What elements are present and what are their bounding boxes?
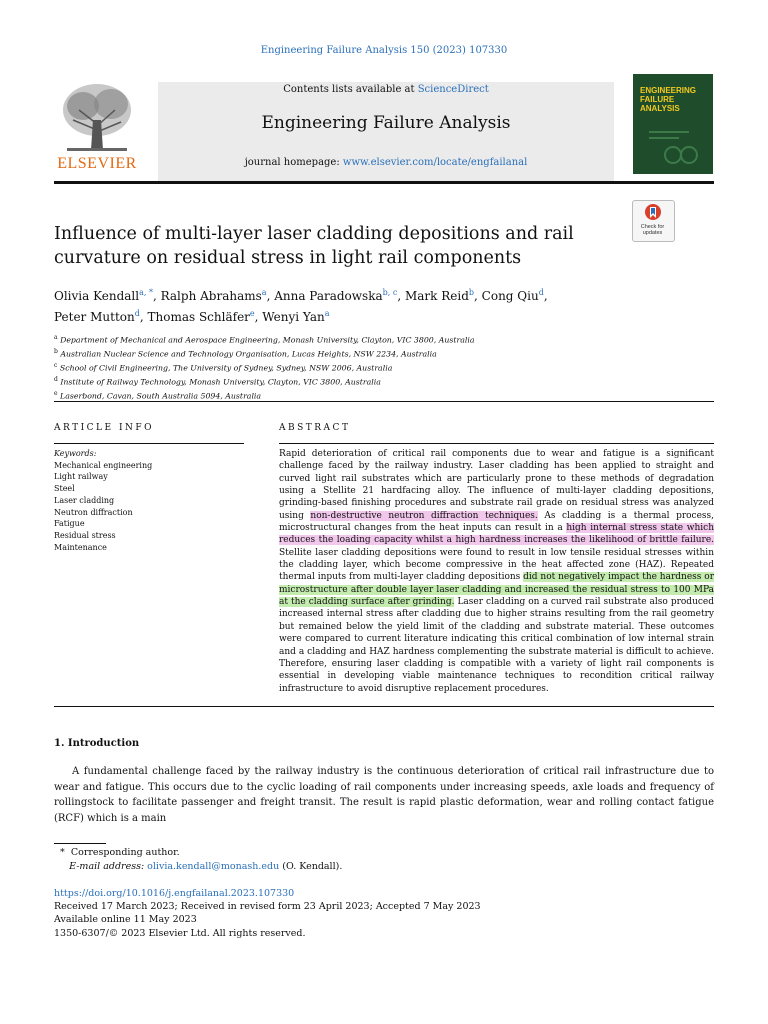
cover-title-line: ANALYSIS xyxy=(640,104,680,113)
cover-title xyxy=(640,86,706,113)
affil-mark: a xyxy=(54,334,58,341)
author-line xyxy=(54,284,654,305)
author-sep: , xyxy=(266,289,275,303)
received-dates: Received 17 March 2023; Received in revised form 23 April 2023; Accepted 7 May 2023 xyxy=(54,901,481,913)
affil-text: School of Civil Engineering, The University of Sydney, Sydney, NSW 2006, Australia xyxy=(59,363,393,373)
keywords-label: Keywords: xyxy=(54,449,97,458)
introduction-paragraph: A fundamental challenge faced by the railway industry is the continuous deterioration of critical rail infrastructure due to wear and fatigue. This occurs due to the cyclic loading of rail components under increasing speeds, axle loads and frequency of rollingstock to facilitate passenger and freight transit. The result is rapid plastic deformation, wear and rolling contact fatigue (RCF) which is a main xyxy=(54,766,714,824)
keyword-item: Neutron diffraction xyxy=(54,507,133,517)
affil-mark: e xyxy=(54,389,58,397)
affil-mark: c xyxy=(54,361,58,369)
author-name[interactable]: Thomas Schläfer xyxy=(147,310,250,324)
author-sep: , xyxy=(543,289,548,303)
cover-title-line: FAILURE xyxy=(640,95,675,104)
abstract-heading: ABSTRACT xyxy=(279,423,351,433)
keyword-item: Maintenance xyxy=(54,542,107,552)
author-name[interactable]: Anna Paradowska xyxy=(274,289,383,303)
abstract-rule xyxy=(279,443,714,444)
author-name[interactable]: Ralph Abrahams xyxy=(160,289,262,303)
journal-title: Engineering Failure Analysis xyxy=(261,113,511,133)
check-label-line: Check for xyxy=(640,224,665,230)
contents-prefix: Contents lists available at xyxy=(283,84,418,95)
email-link[interactable]: olivia.kendall@monash.edu xyxy=(147,860,280,872)
author-sep: , xyxy=(139,310,148,324)
article-info-rule xyxy=(54,443,244,444)
keyword-item: Mechanical engineering xyxy=(54,460,153,470)
abstract-segment: As cladding is a thermal process, microstructural changes from the heat inputs can result in a xyxy=(279,510,715,534)
author-sep: , xyxy=(397,289,405,303)
highlight-pink[interactable]: non-destructive neutron diffraction techniques. xyxy=(310,510,538,521)
author-list xyxy=(54,284,654,326)
doi-link[interactable]: https://doi.org/10.1016/j.engfailanal.2023.107330 xyxy=(54,888,295,899)
cover-title-line: ENGINEERING xyxy=(640,86,697,95)
check-label-line: updates xyxy=(642,230,663,236)
section-rule xyxy=(54,706,714,707)
author-affil-mark[interactable]: a xyxy=(324,309,330,318)
author-line xyxy=(54,305,654,326)
affil-mark: d xyxy=(54,375,58,383)
header-rule xyxy=(54,181,714,184)
keyword-item: Steel xyxy=(54,484,75,494)
author-name[interactable]: Mark Reid xyxy=(404,289,469,303)
highlight-pink[interactable]: high internal stress state which reduces the loading capacity whilst a high hardness increases the likelihood of brittle failure. xyxy=(279,523,714,546)
article-info-heading: ARTICLE INFO xyxy=(54,423,155,433)
check-for-updates-label xyxy=(632,224,673,236)
author-name[interactable]: Peter Mutton xyxy=(54,310,135,324)
bookmark-ribbon-icon xyxy=(643,203,663,223)
abstract-segment: Laser cladding on a curved rail substrate also produced increased internal stress after cladding due to higher strains resulting from the rail geometry but remained below the yield limit of the cladding and substrate material. These outcomes were compared to current literature indicating this critical combination of low internal strain and a cladding and HAZ hardness complementing the substrate material is difficult to achieve. Therefore, ensuring laser cladding is compatible with a variety of light rail components is essential in developing viable maintenance techniques to recondition critical railway infrastructure to avoid disruptive replacement procedures. xyxy=(279,597,714,694)
title-line: curvature on residual stress in light rail components xyxy=(54,248,522,268)
affiliation-item xyxy=(54,388,694,402)
contents-line xyxy=(158,84,614,95)
keyword-list xyxy=(54,448,244,553)
affil-text: Institute of Railway Technology, Monash University, Clayton, VIC 3800, Australia xyxy=(60,377,381,387)
author-affil-mark[interactable]: d xyxy=(134,309,140,318)
affil-text: Department of Mechanical and Aerospace Engineering, Monash University, Clayton, VIC 3800, Australia xyxy=(60,335,475,345)
homepage-prefix: journal homepage: xyxy=(244,157,343,168)
paper-title xyxy=(54,222,594,270)
author-name[interactable]: Wenyi Yan xyxy=(262,310,325,324)
journal-homepage xyxy=(158,157,614,168)
corresponding-note xyxy=(54,846,714,860)
email-note xyxy=(54,860,714,874)
introduction-text xyxy=(54,764,714,826)
author-affil-mark[interactable]: d xyxy=(538,288,544,297)
corresponding-text: Corresponding author. xyxy=(70,847,180,858)
footnote-mark: * xyxy=(60,847,65,858)
affil-text: Laserbond, Cavan, South Australia 5094, Australia xyxy=(60,391,262,401)
highlight-green[interactable]: did not negatively impact the hardness or microstructure after double layer laser cladding and increased the residual stress to 100 MPa at the cladding surface after grinding. xyxy=(279,572,714,608)
author-sep: , xyxy=(474,289,482,303)
cover-graphic-icon xyxy=(645,125,705,167)
author-affil-mark[interactable]: a, * xyxy=(139,288,153,297)
abstract-segment: Stellite laser cladding depositions were found to result in low tensile residual stresses within the cladding layer, which become compressive in the heat affected zone (HAZ). Repeated thermal inputs from multi-layer cladding depositions xyxy=(279,547,714,583)
homepage-link[interactable]: www.elsevier.com/locate/engfailanal xyxy=(342,157,528,168)
elsevier-wordmark: ELSEVIER xyxy=(57,155,137,172)
author-sep: , xyxy=(254,310,263,324)
article-meta xyxy=(54,887,714,940)
footnotes xyxy=(54,846,714,873)
keyword-item: Residual stress xyxy=(54,530,116,540)
abstract-text xyxy=(279,448,714,695)
available-online: Available online 11 May 2023 xyxy=(54,914,197,926)
affiliation-list xyxy=(54,332,694,401)
author-name[interactable]: Cong Qiu xyxy=(481,289,539,303)
keyword-item: Fatigue xyxy=(54,519,85,529)
keyword-item: Laser cladding xyxy=(54,495,115,505)
keyword-item: Light railway xyxy=(54,472,108,482)
author-name[interactable]: Olivia Kendall xyxy=(54,289,140,303)
affiliation-item xyxy=(54,374,694,388)
affiliation-item xyxy=(54,332,694,346)
author-affil-mark[interactable]: b xyxy=(468,288,475,297)
abstract-segment: Rapid deterioration of critical rail components due to wear and fatigue is a significant challenge faced by the railway industry. Laser cladding has been applied to straight and curved light rail substrates which are particularly prone to these methods of degradation using a Stellite 21 hardfacing alloy. The influence of multi-layer cladding depositions, grinding-based finishing procedures and substrate rail grade on residual stress was analyzed using xyxy=(279,449,714,521)
footnote-rule xyxy=(54,843,106,844)
email-suffix: (O. Kendall). xyxy=(279,860,343,872)
journal-citation[interactable]: Engineering Failure Analysis 150 (2023) 107330 xyxy=(260,45,508,56)
title-line: Influence of multi-layer laser cladding depositions and rail xyxy=(54,224,574,244)
author-affil-mark[interactable]: a xyxy=(261,288,267,297)
email-label: E-mail address: xyxy=(69,860,145,872)
copyright: 1350-6307/© 2023 Elsevier Ltd. All rights reserved. xyxy=(54,927,306,939)
affiliation-item xyxy=(54,360,694,374)
introduction-heading: 1. Introduction xyxy=(54,738,140,749)
section-rule xyxy=(54,401,714,402)
author-affil-mark[interactable]: b, c xyxy=(382,288,398,297)
affiliation-item xyxy=(54,346,694,360)
author-affil-mark[interactable]: e xyxy=(249,309,255,318)
affil-text: Australian Nuclear Science and Technology Organisation, Lucas Heights, NSW 2234, Australia xyxy=(60,349,437,359)
affil-mark: b xyxy=(54,347,58,355)
sciencedirect-link[interactable]: ScienceDirect xyxy=(417,84,489,95)
author-sep: , xyxy=(152,289,161,303)
